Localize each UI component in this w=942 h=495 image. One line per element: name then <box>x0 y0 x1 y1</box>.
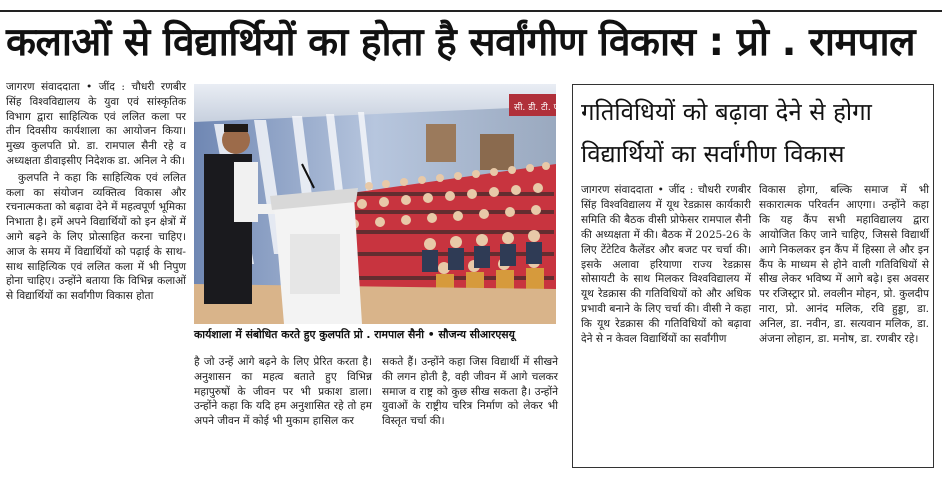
sidebar-column-2 <box>759 183 929 463</box>
article-paragraph: सकते हैं। उन्होंने कहा जिस विद्यार्थी में सीखने की लगन होती है, वही जीवन में आगे चलकर समाज व राष्ट्र को कुछ सीख सकता है। उन्होंने युवाओं के राष्ट्रीय चरित्र निर्माण को लेकर भी विस्तृत चर्चा की। <box>382 356 558 428</box>
sidebar-story <box>572 84 934 468</box>
auditorium-photo <box>194 84 568 324</box>
article-column-2 <box>194 355 372 470</box>
article-column-3 <box>382 355 558 470</box>
article-dateline: जागरण संवाददाता • जींद : चौधरी रणबीर सिंह विश्वविद्यालय के युवा एवं सांस्कृतिक विभाग द्वारा साहित्यिक एवं ललित कला पर तीन दिवसीय कार्यशाला का आयोजन किया। मुख्य कुलपति प्रो. डा. रामपाल सैनी रहे व अध्यक्षता डीवाइसीए निदेशक डा. अनिल ने की। <box>6 81 186 167</box>
photo-caption: कार्यशाला में संबोधित करते हुए कुलपति प्रो . रामपाल सैनी • सौजन्य सीआरएसयू <box>194 328 515 341</box>
article-paragraph: कुलपति ने कहा कि साहित्यिक एवं ललित कला का संयोजन व्यक्तित्व विकास और रचनात्मकता को बढ़ावा देने में महत्वपूर्ण भूमिका निभाता है। हमें अपने विद्यार्थियों को इन क्षेत्रों में आगे बढ़ने के लिए प्रोत्साहित करना चाहिए। आज के समय में विद्यार्थियों को पढ़ाई के साथ-साथ साहित्यिक एवं ललित कला में भी निपुण होना चाहिए। उन्होंने बताया कि विभिन्न कलाओं से विद्यार्थियों का सर्वांगीण विकास होता <box>6 171 186 303</box>
sidebar-paragraph: जागरण संवाददाता • जींद : चौधरी रणबीर सिंह विश्वविद्यालय में यूथ रेडक्रास कार्यकारी समिति की बैठक वीसी प्रोफेसर रामपाल सैनी की अध्यक्षता में की। बैठक में 2025-26 के लिए टेंटेटिव कैलेंडर और बजट पर चर्चा की। इसके अलावा हरियाणा राज्य रेडक्रास सोसायटी के साथ मिलकर विश्वविद्यालय में यूथ रेडक्रास की गतिविधियों को और अधिक प्रभावी बनाने के लिए चर्चा की। वीसी ने कहा कि यूथ रेडक्रास की गतिविधियों को बढ़ावा देने से न केवल विद्यार्थियों का सर्वांगीण <box>581 184 751 346</box>
sidebar-headline: गतिविधियों को बढ़ावा देने से होगा विद्यार्थियों का सर्वांगीण विकास <box>581 98 872 168</box>
sidebar-column-1 <box>581 183 751 463</box>
sidebar-paragraph: विकास होगा, बल्कि समाज में भी सकारात्मक परिवर्तन आएगा। उन्होंने कहा कि यह कैंप सभी महाविद्यालय द्वारा आयोजित किए जाने चाहिए, जिससे विद्यार्थी आगे निकलकर इन कैंप में हिस्सा ले और इन कैंप के माध्यम से होने वाली गतिविधियों से सीख लेकर भविष्य में आगे बढ़े। इस अवसर पर रजिस्ट्रार प्रो. लवलीन मोहन, प्रो. कुलदीप नारा, प्रो. आनंद मलिक, रवि हुड्डा, डा. अनिल, डा. नवीन, डा. सत्यवान मलिक, डा. अंजना लोहान, डा. मनोष, डा. रणबीर रहे। <box>759 184 929 346</box>
news-photo <box>194 84 568 324</box>
top-rule <box>0 0 942 12</box>
stage-banner-text: सी. डी. टी. एस. <box>514 103 568 113</box>
article-paragraph: है जो उन्हें आगे बढ़ने के लिए प्रेरित करता है। अनुशासन का महत्व बताते हुए विभिन्न महापुरुषों के जीवन पर भी प्रकाश डाला। उन्होंने कहा कि यदि हम अनुशासित रहे तो हम अपने जीवन में कोई भी मुकाम हासिल कर <box>194 356 372 428</box>
headline: कलाओं से विद्यार्थियों का होता है सर्वांगीण विकास : प्रो . रामपाल <box>6 20 916 65</box>
article-column-1 <box>6 80 186 475</box>
